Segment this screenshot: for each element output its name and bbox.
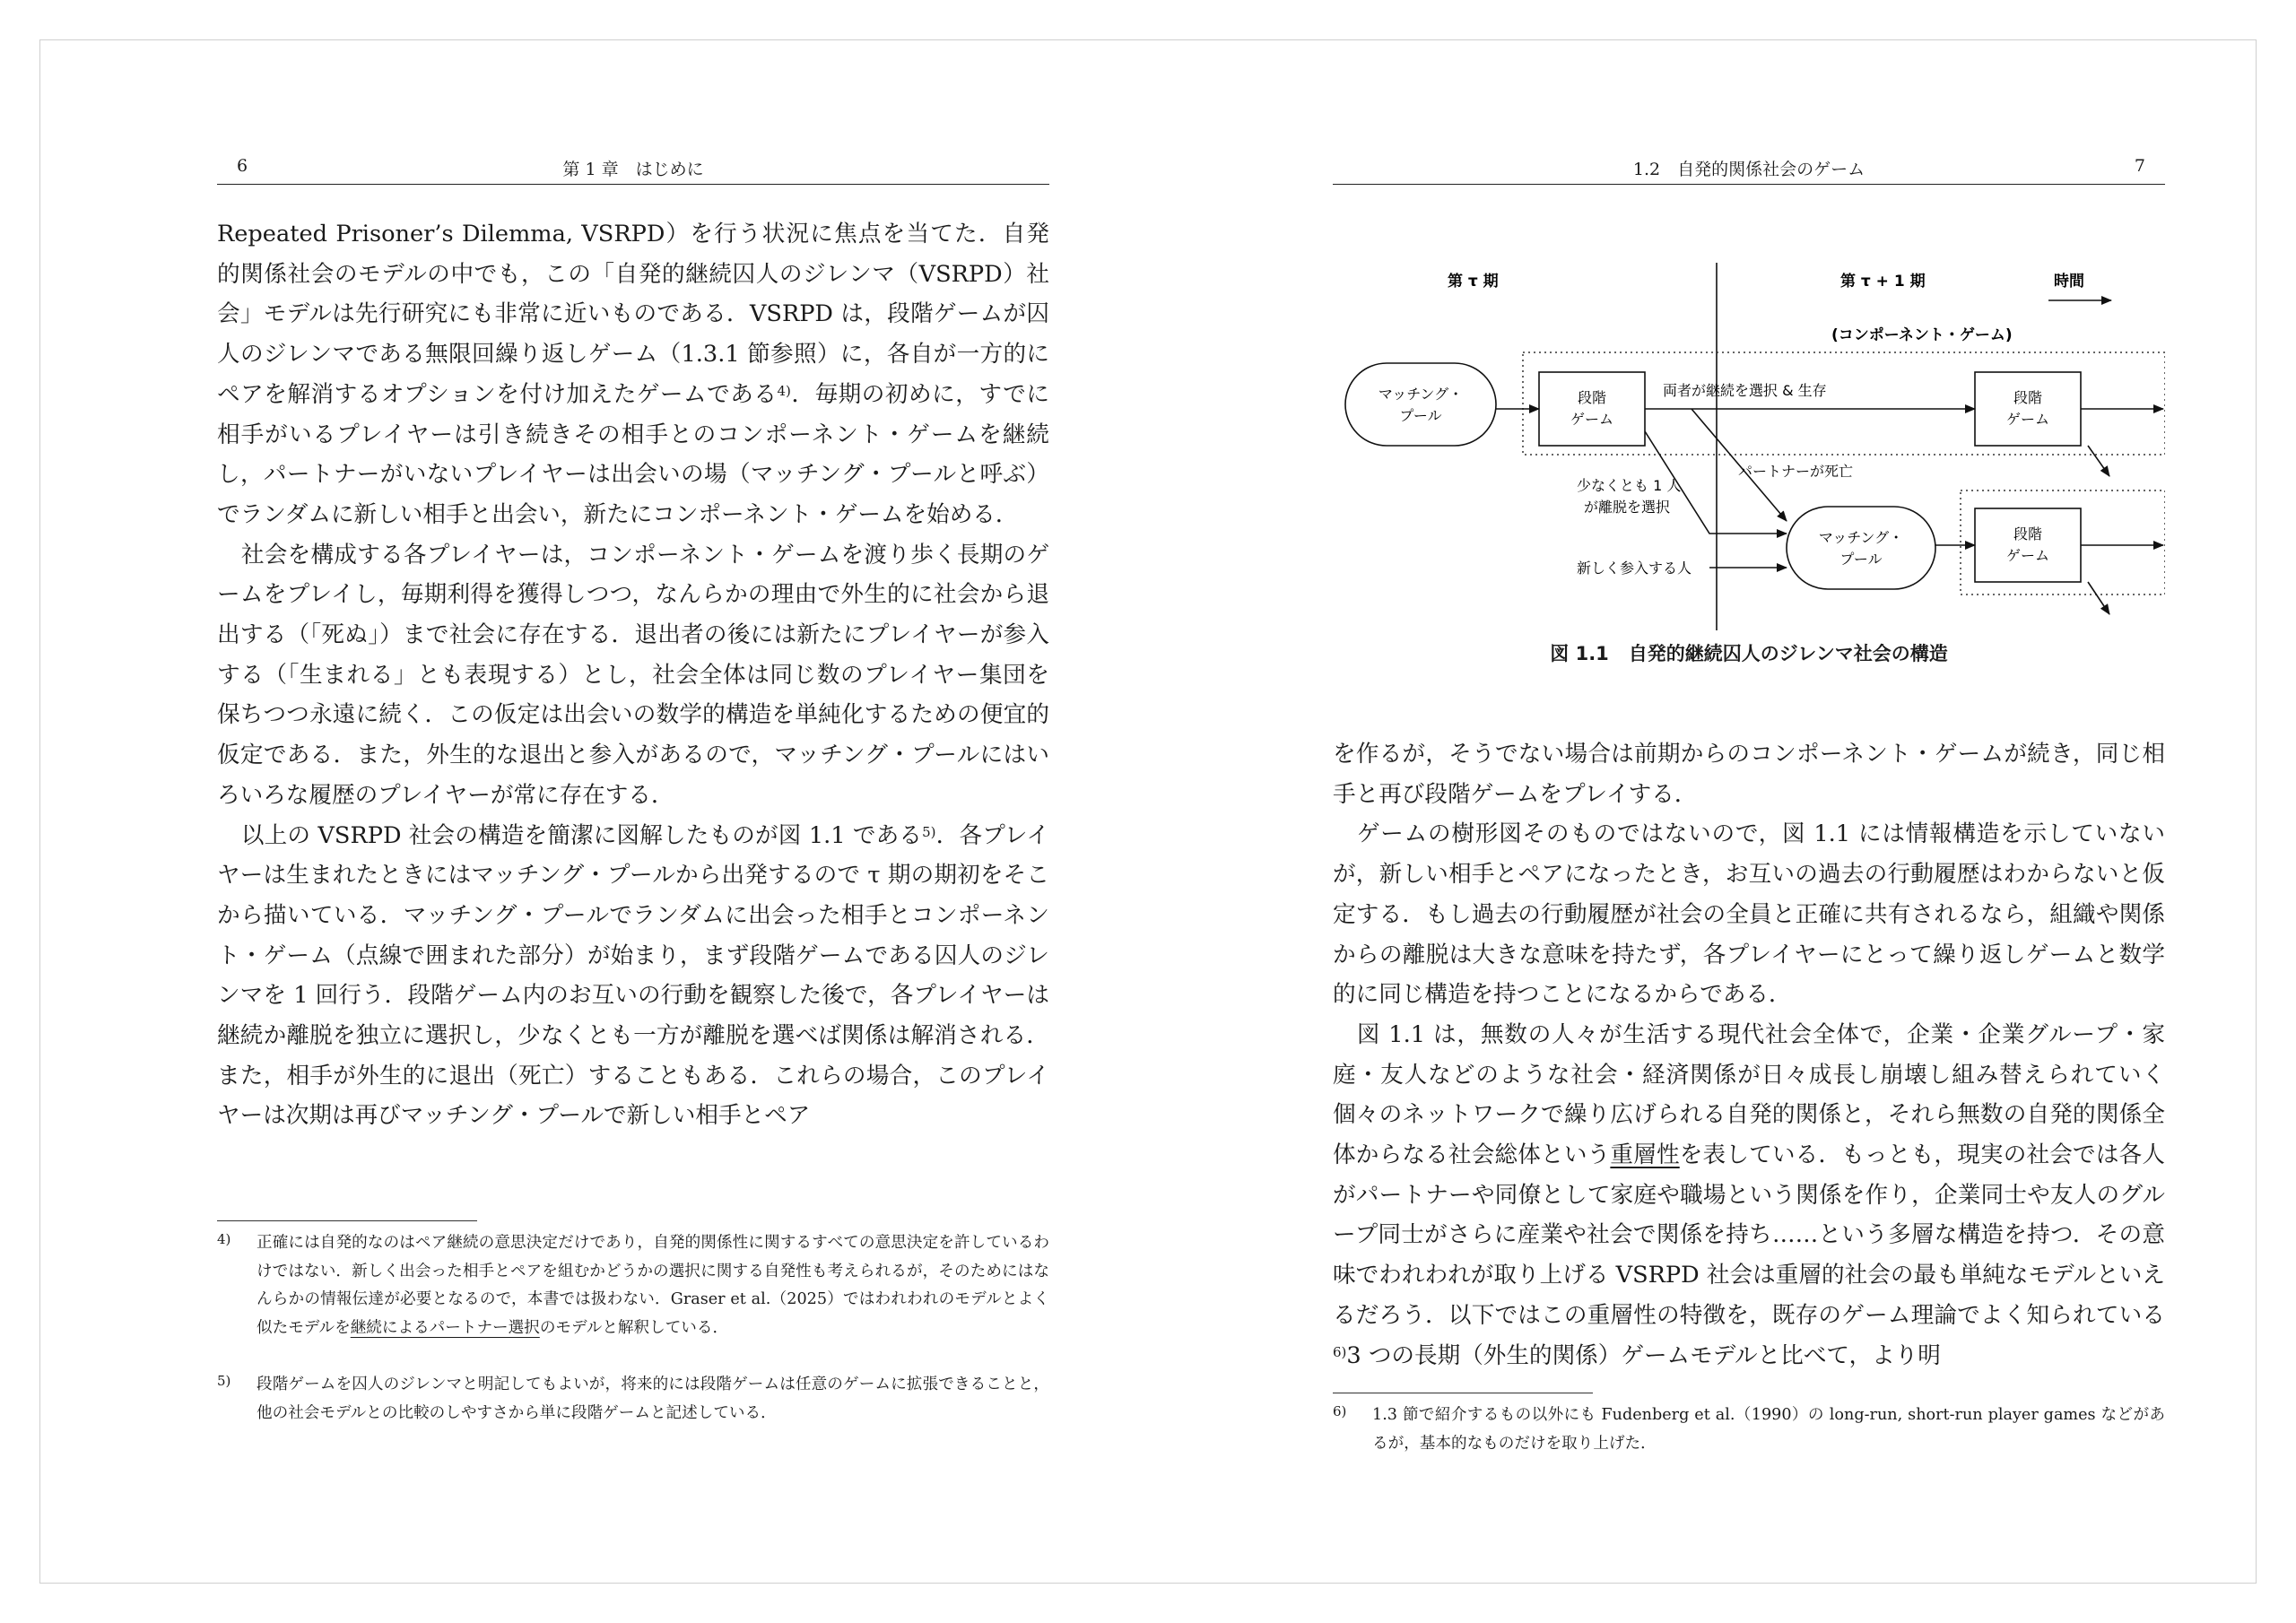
footnote-5 xyxy=(217,1371,1049,1428)
footnote-number: 6) xyxy=(1333,1403,1347,1419)
footnote-6 xyxy=(1333,1402,2165,1458)
text-run: 3 つの長期（外生的関係）ゲームモデルと比べて，より明 xyxy=(1346,1341,1941,1369)
figure-caption xyxy=(1333,639,2165,666)
footnote-rule xyxy=(217,1220,477,1221)
footnote-text xyxy=(257,1229,1049,1342)
at-least-one-label-2: が離脱を選択 xyxy=(1584,499,1671,516)
stage-game-label-1: 段階 xyxy=(1577,389,1607,406)
paragraph: を作るが，そうでない場合は前期からのコンポーネント・ゲームが続き，同じ相手と再び段階ゲームをプレイする． xyxy=(1333,741,2165,808)
new-entrant-label: 新しく参入する人 xyxy=(1577,560,1692,577)
running-header xyxy=(217,153,1049,185)
arrow-exit-top xyxy=(2088,446,2109,476)
paragraph xyxy=(217,214,1049,535)
page-number: 6 xyxy=(237,156,248,176)
running-head-title: 第 1 章 はじめに xyxy=(562,160,704,179)
paragraph xyxy=(217,816,1049,1137)
text-run: を表している．もっとも，現実の社会では各人がパートナーや同僚として家庭や職場という関係を作り，企業同士や友人のグループ同士がさらに産業や社会で関係を持ち……という多層な構造を持つ．その意味でわれわれが取り上げる VSRPD 社会は重層的社会の最も単純なモデルといえるだろう．以下ではこの重層性の特徴を，既存のゲーム理論でよく知られている xyxy=(1333,1141,2165,1329)
text-run: 以上の VSRPD 社会の構造を簡潔に図解したものが図 1.1 である xyxy=(240,821,923,849)
body-text xyxy=(217,214,1049,1136)
figure-1-1 xyxy=(1333,220,2165,686)
page-number: 7 xyxy=(2134,156,2145,176)
text-run: Repeated Prisoner’s Dilemma, VSRPD）を行う状況に焦点を当てた．自発的関係社会のモデルの中でも，この「自発的継続囚人のジレンマ（VSRPD）社会」モデルは先行研究にも非常に近いものである．VSRPD は，段階ゲームが囚人のジレンマである無限回繰り返しゲーム（1.3.1 節参照）に，各自が一方的にペアを解消するオプションを付け加えたゲームである xyxy=(217,221,1049,408)
footnote-ref: 4) xyxy=(777,382,791,399)
paragraph: 社会を構成する各プレイヤーは，コンポーネント・ゲームを渡り歩く長期のゲームをプレイし，毎期利得を獲得しつつ，なんらかの理由で外生的に社会から退出する（「死ぬ」）まで社会に存在する．退出者の後には新たにプレイヤーが参入する（「生まれる」とも表現する）とし，社会全体は同じ数のプレイヤー集団を保ちつつ永遠に続く．この仮定は出会いの数学的構造を単純化するための便宜的仮定である．また，外生的な退出と参入があるので，マッチング・プールにはいろいろな履歴のプレイヤーが常に存在する． xyxy=(217,541,1049,809)
stage-game-label-1: 段階 xyxy=(2013,389,2043,406)
time-label: 時間 xyxy=(2054,273,2084,291)
arrow-exit-bottom xyxy=(2088,582,2109,614)
footnote-number: 4) xyxy=(217,1231,231,1247)
text-run: のモデルと解釈している． xyxy=(539,1318,729,1337)
text-run: 正確には自発的なのはペア継続の意思決定だけであり，自発的関係性に関するすべての意思決定を許しているわけではない．新しく出会った相手とペアを組むかどうかの選択に関する自発性も考えられるが，そのためにはなんらかの情報伝達が必要となるので，本書では扱わない．Graser et al.（2025）ではわれわれのモデルとよく似たモデルを xyxy=(257,1234,1049,1337)
period-t-label: 第 τ 期 xyxy=(1448,273,1499,291)
both-continue-label: 両者が継続を選択 & 生存 xyxy=(1663,382,1827,399)
footnote-ref: 6) xyxy=(1333,1343,1347,1360)
at-least-one-label-1: 少なくとも 1 人 xyxy=(1577,477,1682,494)
text-run: ．各プレイヤーは生まれたときにはマッチング・プールから出発するので τ 期の期初をそこから描いている．マッチング・プールでランダムに出会った相手とコンポーネント・ゲーム（点線で囲まれた部分）が始まり，まず段階ゲームである囚人のジレンマを 1 回行う．段階ゲーム内のお互いの行動を観察した後で，各プレイヤーは継続か離脱を独立に選択し，少なくとも一方が離脱を選べば関係は解消される．また，相手が外生的に退出（死亡）することもある．これらの場合，このプレイヤーは次期は再びマッチング・プールで新しい相手とペア xyxy=(217,821,1049,1130)
matching-pool-label-2: プール xyxy=(1839,551,1883,568)
footnote-ref: 5) xyxy=(922,823,936,840)
component-game-label: (コンポーネント・ゲーム) xyxy=(1831,326,2013,344)
matching-pool-node-next xyxy=(1787,507,1935,589)
stage-game-node xyxy=(1539,372,1645,446)
stage-game-label-2: ゲーム xyxy=(2005,411,2050,428)
matching-pool-label-1: マッチング・ xyxy=(1378,386,1464,403)
underlined-term: 重層性 xyxy=(1610,1141,1680,1169)
footnote-text: 段階ゲームを囚人のジレンマと明記してもよいが，将来的には段階ゲームは任意のゲームに拡張できることと，他の社会モデルとの比較のしやすさから単に段階ゲームと記述している． xyxy=(257,1376,1049,1422)
underlined-term: 継続によるパートナー選択 xyxy=(350,1318,540,1337)
stage-game-label-2: ゲーム xyxy=(2005,547,2050,564)
footnote-number: 5) xyxy=(217,1373,231,1389)
paragraph: ゲームの樹形図そのものではないので，図 1.1 には情報構造を示していないが，新しい相手とペアになったとき，お互いの過去の行動履歴はわからないと仮定する．もし過去の行動履歴が社会の全員と正確に共有されるなら，組織や関係からの離脱は大きな意味を持たず，各プレイヤーにとって繰り返しゲームと数学的に同じ構造を持つことになるからである． xyxy=(1333,820,2165,1009)
body-text xyxy=(1333,734,2165,1376)
paragraph xyxy=(1333,1015,2165,1376)
stage-game-label-2: ゲーム xyxy=(1570,411,1614,428)
partner-died-label: パートナーが死亡 xyxy=(1738,463,1854,480)
running-head-title: 1.2 自発的関係社会のゲーム xyxy=(1632,160,1866,179)
vsrpd-diagram xyxy=(1333,220,2165,686)
book-spread xyxy=(39,39,2257,1584)
stage-game-label-1: 段階 xyxy=(2013,525,2043,542)
footnote-4 xyxy=(217,1229,1049,1342)
text-run: 図 1.1 は，無数の人々が生活する現代社会全体で，企業・企業グループ・家庭・友人などのような社会・経済関係が日々成長し崩壊し組み替えられていく個々のネットワークで繰り広げられる自発的関係と，それら無数の自発的関係全体からなる社会総体という xyxy=(1333,1020,2165,1169)
matching-pool-label-1: マッチング・ xyxy=(1818,529,1904,546)
period-t1-label: 第 τ + 1 期 xyxy=(1840,273,1926,291)
matching-pool-label-2: プール xyxy=(1399,407,1442,424)
caption-text: 自発的継続囚人のジレンマ社会の構造 xyxy=(1628,643,1948,664)
footnote-text: 1.3 節で紹介するもの以外にも Fudenberg et al.（1990）の long-run, short-run player games などがあるが，基本的なものだけを取り上げた． xyxy=(1372,1406,2165,1453)
stage-game-node-next xyxy=(1975,372,2081,446)
running-header xyxy=(1333,153,2165,185)
stage-game-node-new-pair xyxy=(1975,508,2081,582)
matching-pool-node xyxy=(1345,363,1496,446)
text-run: ．毎期の初めに，すでに相手がいるプレイヤーは引き続きその相手とのコンポーネント・ゲームを継続し，パートナーがいないプレイヤーは出会いの場（マッチング・プールと呼ぶ）でランダムに新しい相手と出会い，新たにコンポーネント・ゲームを始める． xyxy=(217,380,1049,528)
caption-number: 図 1.1 xyxy=(1550,643,1609,664)
